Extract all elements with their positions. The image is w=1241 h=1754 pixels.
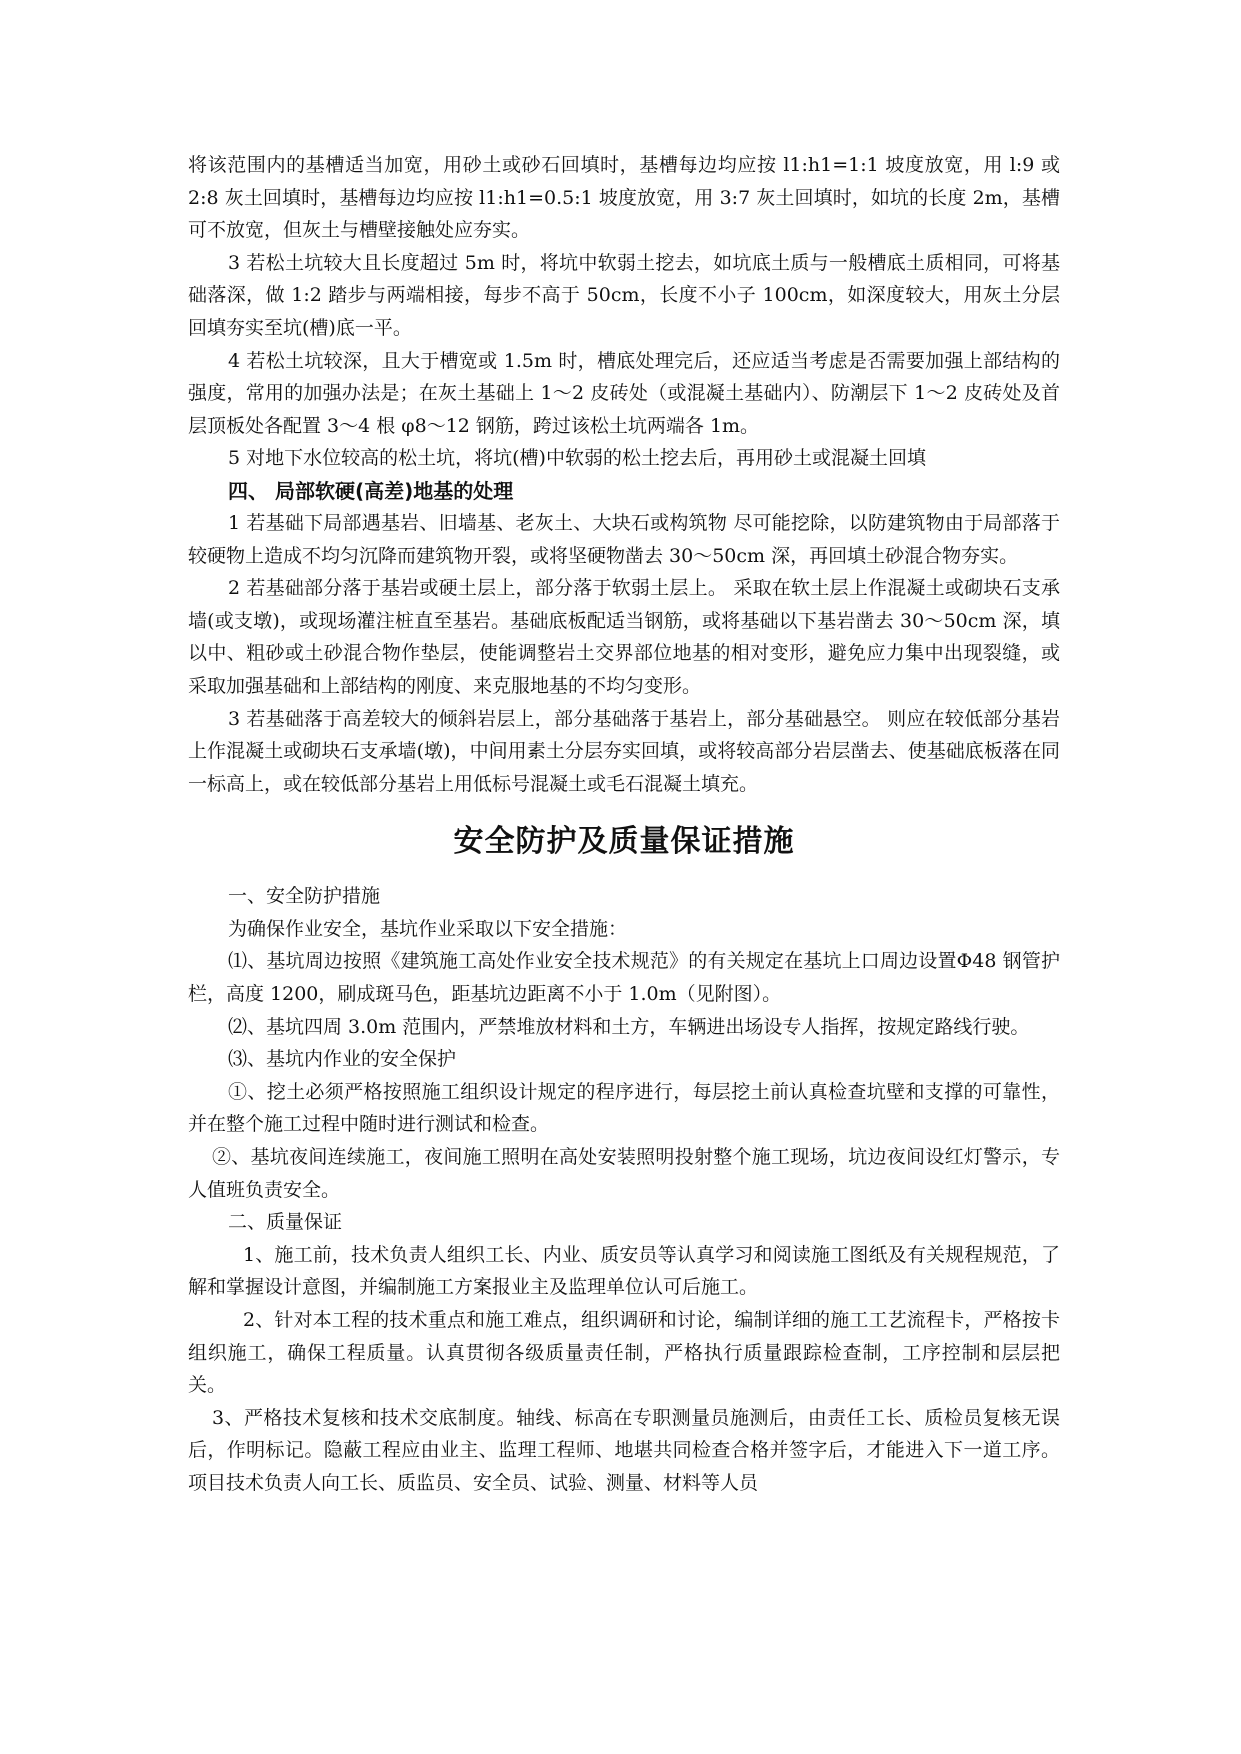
- paragraph: 为确保作业安全，基坑作业采取以下安全措施：: [228, 917, 628, 940]
- paragraph: 1 若基础下局部遇基岩、旧墙基、老灰土、大块石或构筑物 尽可能挖除，以防建筑物由于局部落于较硬物上造成不均匀沉降而建筑物开裂，或将坚硬物凿去 30～50cm 深，再回填土砂混合物夯实。: [188, 511, 1060, 567]
- paragraph: 将该范围内的基槽适当加宽，用砂土或砂石回填时，基槽每边均应按 l1:h1=1:1 坡度放宽，用 l:9 或 2:8 灰土回填时，基槽每边均应按 l1:h1=0.5:1 坡度放宽，用 3:7 灰土回填时，如坑的长度 2m，基槽可不放宽，但灰土与槽壁接触处应夯实。: [188, 154, 1060, 242]
- list-item: ①、挖土必须严格按照施工组织设计规定的程序进行，每层挖土前认真检查坑壁和支撑的可靠性，并在整个施工过程中随时进行测试和检查。: [188, 1080, 1060, 1136]
- list-item: ⑵、基坑四周 3.0m 范围内，严禁堆放材料和土方，车辆进出场设专人指挥，按规定路线行驶。: [228, 1015, 1030, 1038]
- paragraph: 2 若基础部分落于基岩或硬土层上，部分落于软弱土层上。 采取在软土层上作混凝土或砌块石支承墙(或支墩)，或现场灌注桩直至基岩。基础底板配适当钢筋，或将基础以下基岩凿去 30～50cm 深，填以中、粗砂或土砂混合物作垫层，使能调整岩土交界部位地基的相对变形，避免应力集中出现裂缝，或采取加强基础和上部结构的刚度、来克服地基的不均匀变形。: [188, 577, 1060, 697]
- list-item: 2、针对本工程的技术重点和施工难点，组织调研和讨论，编制详细的施工工艺流程卡，严格按卡组织施工，确保工程质量。认真贯彻各级质量责任制，严格执行质量跟踪检查制，工序控制和层层把关。: [188, 1309, 1060, 1397]
- document-body: [188, 149, 1060, 1500]
- subsection-heading: 一、安全防护措施: [228, 885, 381, 908]
- paragraph: 5 对地下水位较高的松土坑，将坑(槽)中软弱的松土挖去后，再用砂土或混凝土回填: [228, 447, 926, 470]
- paragraph: 4 若松土坑较深，且大于槽宽或 1.5m 时，槽底处理完后，还应适当考虑是否需要加强上部结构的强度，常用的加强办法是；在灰土基础上 1～2 皮砖处（或混凝土基础内）、防潮层下 1～2 皮砖处及首层顶板处各配置 3～4 根 φ8～12 钢筋，跨过该松土坑两端各 1m。: [188, 349, 1060, 437]
- list-item: ⑶、基坑内作业的安全保护: [228, 1048, 457, 1071]
- subsection-heading: 二、质量保证: [228, 1211, 343, 1234]
- list-item: ②、基坑夜间连续施工，夜间施工照明在高处安装照明投射整个施工现场，坑边夜间设红灯警示，专人值班负责安全。: [188, 1146, 1060, 1201]
- section-heading: 四、 局部软硬(高差)地基的处理: [228, 478, 514, 503]
- paragraph: 3 若基础落于高差较大的倾斜岩层上，部分基础落于基岩上，部分基础悬空。 则应在较低部分基岩上作混凝土或砌块石支承墙(墩)，中间用素土分层夯实回填，或将较高部分岩层凿去、使基础底板落在同一标高上，或在较低部分基岩上用低标号混凝土或毛石混凝土填充。: [188, 707, 1060, 795]
- list-item: 3、严格技术复核和技术交底制度。轴线、标高在专职测量员施测后，由责任工长、质检员复核无误后，作明标记。隐蔽工程应由业主、监理工程师、地堪共同检查合格并签字后，才能进入下一道工序。项目技术负责人向工长、质监员、安全员、试验、测量、材料等人员: [188, 1406, 1060, 1494]
- list-item: ⑴、基坑周边按照《建筑施工高处作业安全技术规范》的有关规定在基坑上口周边设置Φ48 钢管护栏，高度 1200，刷成斑马色，距基坑边距离不小于 1.0m（见附图）。: [188, 950, 1060, 1006]
- list-item: 1、施工前，技术负责人组织工长、内业、质安员等认真学习和阅读施工图纸及有关规程规范，了解和掌握设计意图，并编制施工方案报业主及监理单位认可后施工。: [188, 1243, 1060, 1299]
- paragraph: 3 若松土坑较大且长度超过 5m 时，将坑中软弱土挖去，如坑底土质与一般槽底土质相同，可将基础落深，做 1:2 踏步与两端相接，每步不高于 50cm，长度不小子 100cm，如深度较大，用灰土分层回填夯实至坑(槽)底一平。: [188, 251, 1060, 339]
- document-title: 安全防护及质量保证措施: [453, 824, 795, 860]
